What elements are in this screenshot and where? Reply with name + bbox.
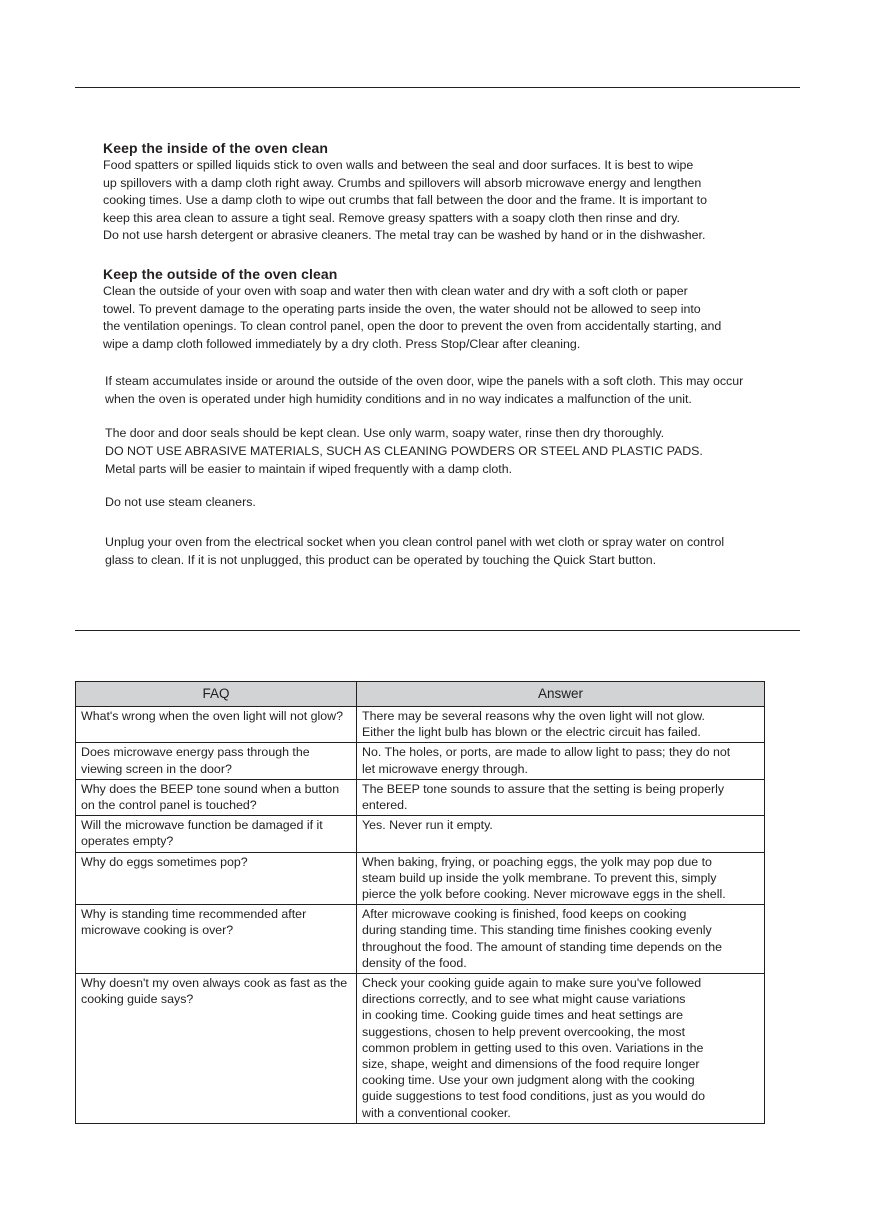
table-row — [76, 816, 765, 852]
faq-answer: There may be several reasons why the oven light will not glow. Either the light bulb has blown or the electric circuit has failed. — [357, 707, 765, 743]
faq-question: Why is standing time recommended after microwave cooking is over? — [76, 905, 357, 974]
top-divider — [75, 87, 800, 88]
faq-header-row — [76, 682, 765, 707]
faq-header-question: FAQ — [76, 682, 357, 707]
table-row — [76, 974, 765, 1124]
faq-question: What's wrong when the oven light will not glow? — [76, 707, 357, 743]
table-row — [76, 743, 765, 779]
unplug-note: Unplug your oven from the electrical socket when you clean control panel with wet cloth or spray water on control glass to clean. If it is not unplugged, this product can be operated by touching the Quick Start button. — [105, 535, 725, 567]
steam-note: If steam accumulates inside or around the outside of the oven door, wipe the panels with a soft cloth. This may occur when the oven is operated under high humidity conditions and in no way indicates a malfunction of the unit. — [105, 374, 744, 406]
care-outside-heading: Keep the outside of the oven clean — [103, 266, 338, 282]
care-outside-section — [103, 265, 803, 353]
steam-cleaner-note: Do not use steam cleaners. — [105, 495, 256, 509]
faq-answer: No. The holes, or ports, are made to allow light to pass; they do not let microwave energy through. — [357, 743, 765, 779]
faq-question: Why does the BEEP tone sound when a button on the control panel is touched? — [76, 779, 357, 815]
care-inside-body: Food spatters or spilled liquids stick to oven walls and between the seal and door surfaces. It is best to wipe up spillovers with a damp cloth right away. Crumbs and spillovers will absorb microwave energy and lengthen cooking times. Use a damp cloth to wipe out crumbs that fall between the door and the frame. It is important to keep this area clean to assure a tight seal. Remove greasy spatters with a soapy cloth then rinse and dry. Do not use harsh detergent or abrasive cleaners. The metal tray can be washed by hand or in the dishwasher. — [103, 158, 708, 243]
faq-question: Why doesn't my oven always cook as fast as the cooking guide says? — [76, 974, 357, 1124]
care-outside-body: Clean the outside of your oven with soap and water then with clean water and dry with a soft cloth or paper towel. To prevent damage to the operating parts inside the oven, the water should not be allowed to seep into the ventilation openings. To clean control panel, open the door to prevent the oven from accidentally starting, and wipe a damp cloth followed immediately by a dry cloth. Press Stop/Clear after cleaning. — [103, 284, 722, 351]
faq-table — [75, 681, 765, 1124]
table-row — [76, 707, 765, 743]
faq-question: Does microwave energy pass through the viewing screen in the door? — [76, 743, 357, 779]
faq-answer: Check your cooking guide again to make sure you've followed directions correctly, and to see what might cause variations in cooking time. Cooking guide times and heat settings are suggestions, chosen to help prevent overcooking, the most common problem in getting used to this oven. Variations in the size, shape, weight and dimensions of the food require longer cooking time. Use your own judgment along with the cooking guide suggestions to test food conditions, just as you would do with a conventional cooker. — [357, 974, 765, 1124]
faq-answer: Yes. Never run it empty. — [357, 816, 765, 852]
faq-header-answer: Answer — [357, 682, 765, 707]
faq-answer: When baking, frying, or poaching eggs, the yolk may pop due to steam build up inside the yolk membrane. To prevent this, simply pierce the yolk before cooking. Never microwave eggs in the shell. — [357, 852, 765, 905]
faq-question: Why do eggs sometimes pop? — [76, 852, 357, 905]
door-seal-note: The door and door seals should be kept clean. Use only warm, soapy water, rinse then dry thoroughly. DO NOT USE ABRASIVE MATERIALS, SUCH AS CLEANING POWDERS OR STEEL AND PLASTIC PADS. Metal parts will be easier to maintain if wiped frequently with a damp cloth. — [105, 426, 703, 476]
middle-divider — [75, 630, 800, 631]
table-row — [76, 779, 765, 815]
faq-answer: After microwave cooking is finished, food keeps on cooking during standing time. This standing time finishes cooking evenly throughout the food. The amount of standing time depends on the density of the food. — [357, 905, 765, 974]
care-inside-section — [103, 139, 803, 245]
faq-answer: The BEEP tone sounds to assure that the setting is being properly entered. — [357, 779, 765, 815]
table-row — [76, 905, 765, 974]
faq-question: Will the microwave function be damaged if it operates empty? — [76, 816, 357, 852]
table-row — [76, 852, 765, 905]
care-inside-heading: Keep the inside of the oven clean — [103, 140, 329, 156]
